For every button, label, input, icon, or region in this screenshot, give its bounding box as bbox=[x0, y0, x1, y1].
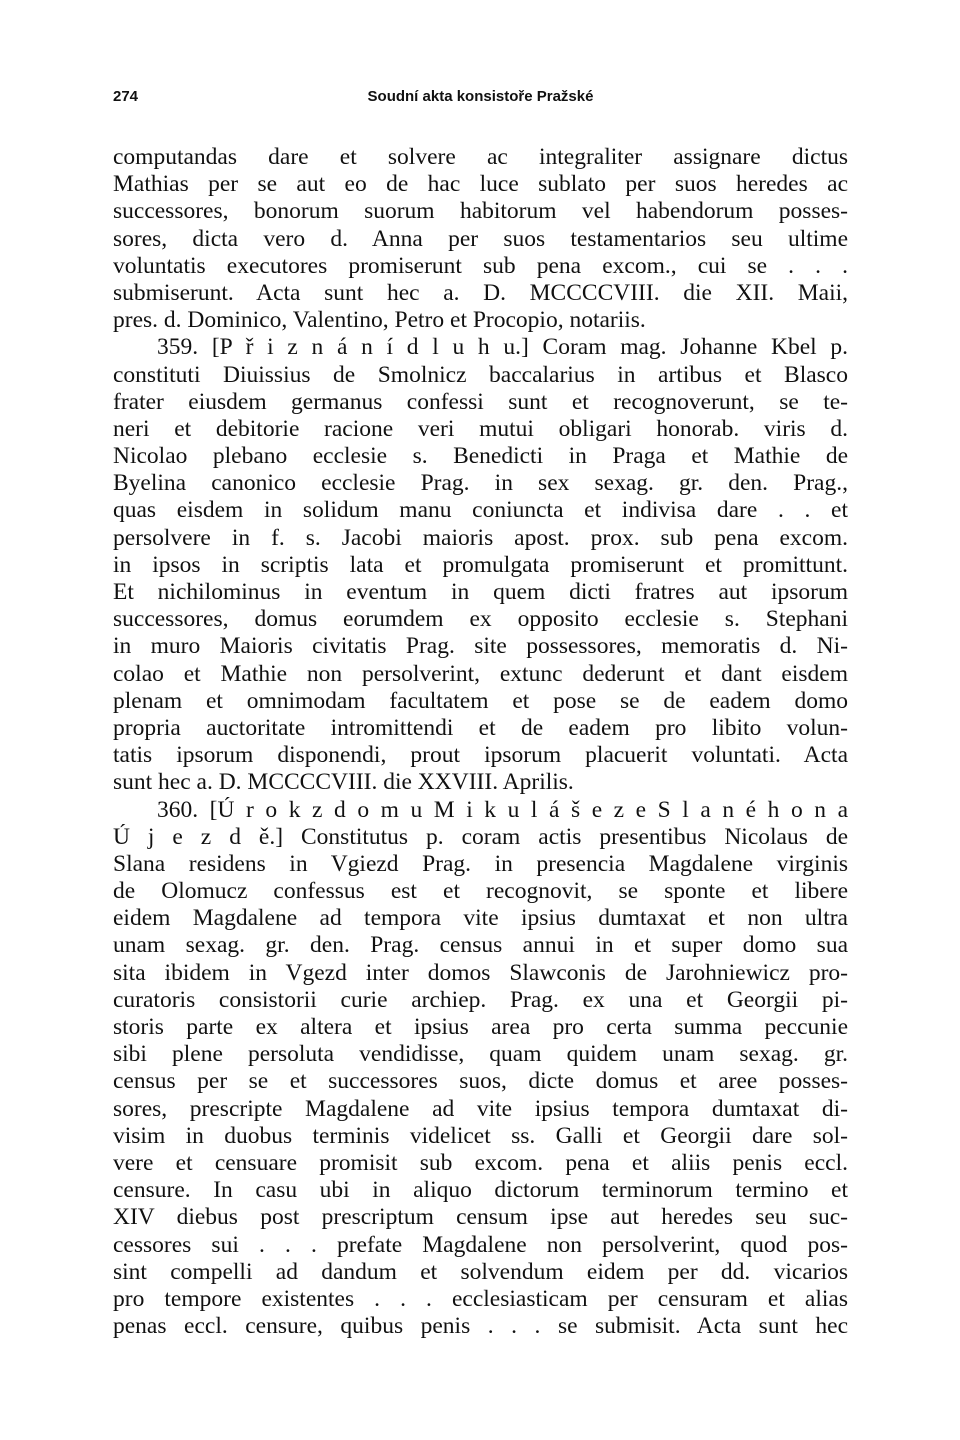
text-line: census per se et successores suos, dicte domus et aree posses- bbox=[113, 1068, 848, 1095]
text-line: pro tempore existentes . . . ecclesiasticam per censuram et alias bbox=[113, 1285, 848, 1312]
text-line: Nicolao plebano ecclesie s. Benedicti in Praga et Mathie de bbox=[113, 443, 848, 470]
text-line: curatoris consistorii curie archiep. Prag. ex una et Georgii pi- bbox=[113, 986, 848, 1013]
text-line: Ú j e z d ě.] Constitutus p. coram actis presentibus Nicolaus de bbox=[113, 823, 848, 850]
text-line: neri et debitorie racione veri mutui obligari honorab. viris d. bbox=[113, 415, 848, 442]
text-line: submiserunt. Acta sunt hec a. D. MCCCCVIII. die XII. Maii, bbox=[113, 279, 848, 306]
text-line: penas eccl. censure, quibus penis . . . se submisit. Acta sunt hec bbox=[113, 1313, 848, 1340]
text-line: constituti Diuissius de Smolnicz baccalarius in artibus et Blasco bbox=[113, 361, 848, 388]
text-line: 359. [P ř i z n á n í d l u h u.] Coram mag. Johanne Kbel p. bbox=[157, 334, 848, 361]
text-line: eidem Magdalene ad tempora vite ipsius dumtaxat et non ultra bbox=[113, 905, 848, 932]
text-line: sores, prescripte Magdalene ad vite ipsius tempora dumtaxat di- bbox=[113, 1095, 848, 1122]
text-line: quas eisdem in solidum manu coniuncta et indivisa dare . . et bbox=[113, 497, 848, 524]
text-line: vere et censuare promisit sub excom. pena et aliis penis eccl. bbox=[113, 1149, 848, 1176]
text-line: sibi plene persoluta vendidisse, quam quidem unam sexag. gr. bbox=[113, 1041, 848, 1068]
text-line: propria auctoritate intromittendi et de eadem pro libito volun- bbox=[113, 714, 848, 741]
text-line: computandas dare et solvere ac integraliter assignare dictus bbox=[113, 144, 848, 170]
body-text bbox=[113, 144, 848, 1340]
text-line: sunt hec a. D. MCCCCVIII. die XXVIII. Aprilis. bbox=[113, 769, 574, 796]
text-line: sint compelli ad dandum et solvendum eidem per dd. vicarios bbox=[113, 1258, 848, 1285]
text-line: in ipsos in scriptis lata et promulgata promiserunt et promittunt. bbox=[113, 551, 848, 578]
text-line: colao et Mathie non persolverint, extunc dederunt et dant eisdem bbox=[113, 660, 848, 687]
text-line: tatis ipsorum disponendi, prout ipsorum placuerit voluntati. Acta bbox=[113, 742, 848, 769]
running-head bbox=[113, 88, 848, 112]
text-line: de Olomucz confessus est et recognovit, se sponte et libere bbox=[113, 878, 848, 905]
text-line: cessores sui . . . prefate Magdalene non persolverint, quod pos- bbox=[113, 1231, 848, 1258]
text-line: censure. In casu ubi in aliquo dictorum terminorum termino et bbox=[113, 1177, 848, 1204]
text-line: Et nichilominus in eventum in quem dicti fratres aut ipsorum bbox=[113, 579, 848, 605]
text-line: voluntatis executores promiserunt sub pena excom., cui se . . . bbox=[113, 252, 848, 279]
text-line: successores, bonorum suorum habitorum vel habendorum posses- bbox=[113, 198, 848, 225]
text-line: storis parte ex altera et ipsius area pro certa summa peccunie bbox=[113, 1014, 848, 1040]
page-number: 274 bbox=[113, 88, 139, 105]
text-line: 360. [Ú r o k z d o m u M i k u l á š e z e S l a n é h o n a bbox=[157, 796, 848, 823]
text-line: XIV diebus post prescriptum censum ipse aut heredes seu suc- bbox=[113, 1204, 848, 1231]
text-line: unam sexag. gr. den. Prag. census annui in et super domo sua bbox=[113, 932, 848, 959]
text-line: sita ibidem in Vgezd inter domos Slawconis de Jarohniewicz pro- bbox=[113, 959, 848, 986]
text-line: plenam et omnimodam facultatem et pose se de eadem domo bbox=[113, 687, 848, 714]
text-line: visim in duobus terminis videlicet ss. Galli et Georgii dare sol- bbox=[113, 1122, 848, 1149]
text-line: Slana residens in Vgiezd Prag. in presencia Magdalene virginis bbox=[113, 850, 848, 877]
text-line: persolvere in f. s. Jacobi maioris apost. prox. sub pena excom. bbox=[113, 524, 848, 551]
text-line: in muro Maioris civitatis Prag. site possessores, memoratis d. Ni- bbox=[113, 633, 848, 660]
text-line: sores, dicta vero d. Anna per suos testamentarios seu ultime bbox=[113, 225, 848, 252]
text-line: pres. d. Dominico, Valentino, Petro et Procopio, notariis. bbox=[113, 307, 646, 334]
text-line: successores, domus eorumdem ex opposito ecclesie s. Stephani bbox=[113, 606, 848, 633]
text-line: frater eiusdem germanus confessi sunt et recognoverunt, se te- bbox=[113, 388, 848, 415]
text-line: Mathias per se aut eo de hac luce sublato per suos heredes ac bbox=[113, 171, 848, 198]
text-line: Byelina canonico ecclesie Prag. in sex sexag. gr. den. Prag., bbox=[113, 470, 848, 497]
running-title: Soudní akta konsistoře Pražské bbox=[367, 88, 594, 105]
